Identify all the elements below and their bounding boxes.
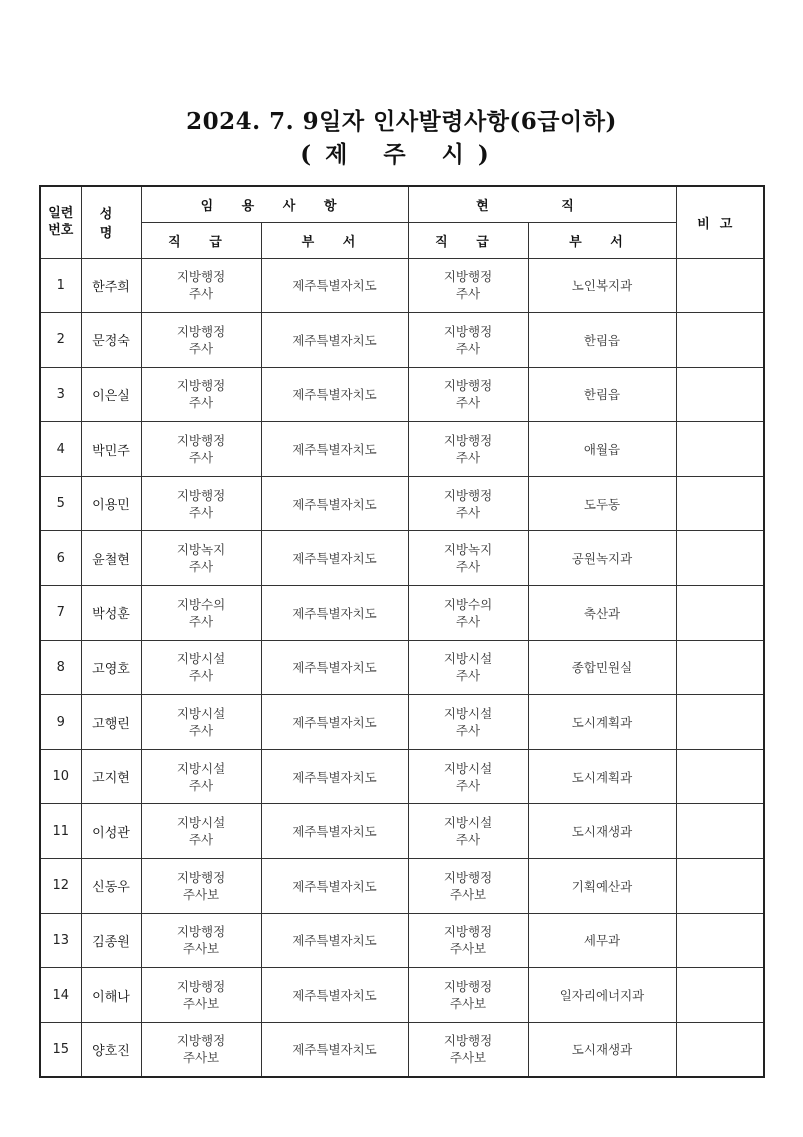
remarks-cell [676,476,764,531]
new-grade-cell: 지방행정 주사보 [141,1022,261,1077]
table-row [40,367,764,422]
remarks-cell [676,531,764,586]
current-dept-cell: 일자리에너지과 [528,968,676,1023]
table-row [40,749,764,804]
new-grade-cell: 지방행정 주사보 [141,859,261,914]
current-dept-cell: 도시재생과 [528,804,676,859]
current-dept-cell: 기획예산과 [528,859,676,914]
new-dept-cell: 제주특별자치도 [261,749,408,804]
remarks-cell [676,367,764,422]
name-cell: 이용민 [81,476,141,531]
new-grade-cell: 지방행정 주사 [141,422,261,477]
remarks-cell [676,258,764,313]
new-dept-cell: 제주특별자치도 [261,913,408,968]
table-row [40,968,764,1023]
name-cell: 고행린 [81,695,141,750]
table-row [40,258,764,313]
serial-cell: 13 [40,913,81,968]
header-appointment: 임 용 사 항 [141,186,408,222]
header-serial-number: 일련 번호 [40,186,81,258]
name-cell: 신동우 [81,859,141,914]
new-dept-cell: 제주특별자치도 [261,367,408,422]
serial-cell: 4 [40,422,81,477]
current-grade-cell: 지방행정 주사보 [408,968,528,1023]
new-dept-cell: 제주특별자치도 [261,804,408,859]
current-grade-cell: 지방시설 주사 [408,640,528,695]
table-row [40,913,764,968]
header-name: 성 명 [81,186,141,258]
serial-cell: 7 [40,586,81,641]
current-dept-cell: 도시계획과 [528,695,676,750]
name-cell: 고지현 [81,749,141,804]
current-grade-cell: 지방시설 주사 [408,695,528,750]
table-body [40,258,764,1077]
header-remarks: 비고 [676,186,764,258]
remarks-cell [676,859,764,914]
current-grade-cell: 지방행정 주사 [408,422,528,477]
name-cell: 윤철현 [81,531,141,586]
new-grade-cell: 지방시설 주사 [141,749,261,804]
remarks-cell [676,968,764,1023]
name-cell: 이해나 [81,968,141,1023]
current-dept-cell: 한림읍 [528,313,676,368]
remarks-cell [676,913,764,968]
table-row [40,586,764,641]
current-dept-cell: 도시재생과 [528,1022,676,1077]
new-dept-cell: 제주특별자치도 [261,695,408,750]
new-dept-cell: 제주특별자치도 [261,476,408,531]
current-dept-cell: 종합민원실 [528,640,676,695]
table-row [40,695,764,750]
new-grade-cell: 지방시설 주사 [141,804,261,859]
header-new-grade: 직 급 [141,222,261,258]
new-dept-cell: 제주특별자치도 [261,531,408,586]
serial-cell: 15 [40,1022,81,1077]
serial-cell: 5 [40,476,81,531]
current-grade-cell: 지방행정 주사보 [408,1022,528,1077]
remarks-cell [676,804,764,859]
serial-cell: 12 [40,859,81,914]
remarks-cell [676,586,764,641]
new-dept-cell: 제주특별자치도 [261,258,408,313]
table-row [40,804,764,859]
new-grade-cell: 지방시설 주사 [141,640,261,695]
current-dept-cell: 축산과 [528,586,676,641]
name-cell: 김종원 [81,913,141,968]
document-subtitle: (제 주 시) [300,141,503,168]
current-grade-cell: 지방행정 주사보 [408,859,528,914]
current-grade-cell: 지방행정 주사 [408,313,528,368]
serial-cell: 2 [40,313,81,368]
new-grade-cell: 지방행정 주사 [141,313,261,368]
table-row [40,531,764,586]
serial-cell: 10 [40,749,81,804]
serial-cell: 8 [40,640,81,695]
new-grade-cell: 지방행정 주사 [141,367,261,422]
name-cell: 박민주 [81,422,141,477]
remarks-cell [676,640,764,695]
header-new-dept: 부 서 [261,222,408,258]
document-title: 2024. 7. 9일자 인사발령사항(6급이하) [186,108,617,135]
current-dept-cell: 도시계획과 [528,749,676,804]
serial-cell: 14 [40,968,81,1023]
new-dept-cell: 제주특별자치도 [261,586,408,641]
current-dept-cell: 공원녹지과 [528,531,676,586]
table-row [40,313,764,368]
new-grade-cell: 지방행정 주사보 [141,968,261,1023]
serial-cell: 3 [40,367,81,422]
serial-cell: 1 [40,258,81,313]
current-grade-cell: 지방시설 주사 [408,804,528,859]
new-dept-cell: 제주특별자치도 [261,313,408,368]
new-grade-cell: 지방행정 주사 [141,476,261,531]
current-grade-cell: 지방행정 주사 [408,367,528,422]
current-dept-cell: 한림읍 [528,367,676,422]
table-row [40,859,764,914]
name-cell: 양호진 [81,1022,141,1077]
new-dept-cell: 제주특별자치도 [261,640,408,695]
name-cell: 박성훈 [81,586,141,641]
new-grade-cell: 지방수의 주사 [141,586,261,641]
serial-cell: 9 [40,695,81,750]
current-grade-cell: 지방행정 주사 [408,258,528,313]
name-cell: 문정숙 [81,313,141,368]
name-cell: 한주희 [81,258,141,313]
remarks-cell [676,1022,764,1077]
name-cell: 이은실 [81,367,141,422]
remarks-cell [676,749,764,804]
current-grade-cell: 지방행정 주사보 [408,913,528,968]
new-dept-cell: 제주특별자치도 [261,1022,408,1077]
serial-cell: 11 [40,804,81,859]
new-grade-cell: 지방시설 주사 [141,695,261,750]
remarks-cell [676,422,764,477]
current-dept-cell: 세무과 [528,913,676,968]
current-grade-cell: 지방시설 주사 [408,749,528,804]
table-row [40,640,764,695]
current-grade-cell: 지방수의 주사 [408,586,528,641]
current-dept-cell: 애월읍 [528,422,676,477]
table-row [40,422,764,477]
table-row [40,1022,764,1077]
name-cell: 고영호 [81,640,141,695]
table-row [40,476,764,531]
personnel-table [39,185,765,1078]
header-row-top [40,186,764,222]
current-grade-cell: 지방행정 주사 [408,476,528,531]
name-cell: 이성관 [81,804,141,859]
new-grade-cell: 지방녹지 주사 [141,531,261,586]
current-dept-cell: 노인복지과 [528,258,676,313]
header-row-bottom [40,222,764,258]
header-current-position: 현 직 [408,186,676,222]
remarks-cell [676,695,764,750]
remarks-cell [676,313,764,368]
new-grade-cell: 지방행정 주사 [141,258,261,313]
current-dept-cell: 도두동 [528,476,676,531]
header-current-grade: 직 급 [408,222,528,258]
header-current-dept: 부 서 [528,222,676,258]
current-grade-cell: 지방녹지 주사 [408,531,528,586]
new-dept-cell: 제주특별자치도 [261,422,408,477]
new-dept-cell: 제주특별자치도 [261,968,408,1023]
new-grade-cell: 지방행정 주사보 [141,913,261,968]
new-dept-cell: 제주특별자치도 [261,859,408,914]
serial-cell: 6 [40,531,81,586]
